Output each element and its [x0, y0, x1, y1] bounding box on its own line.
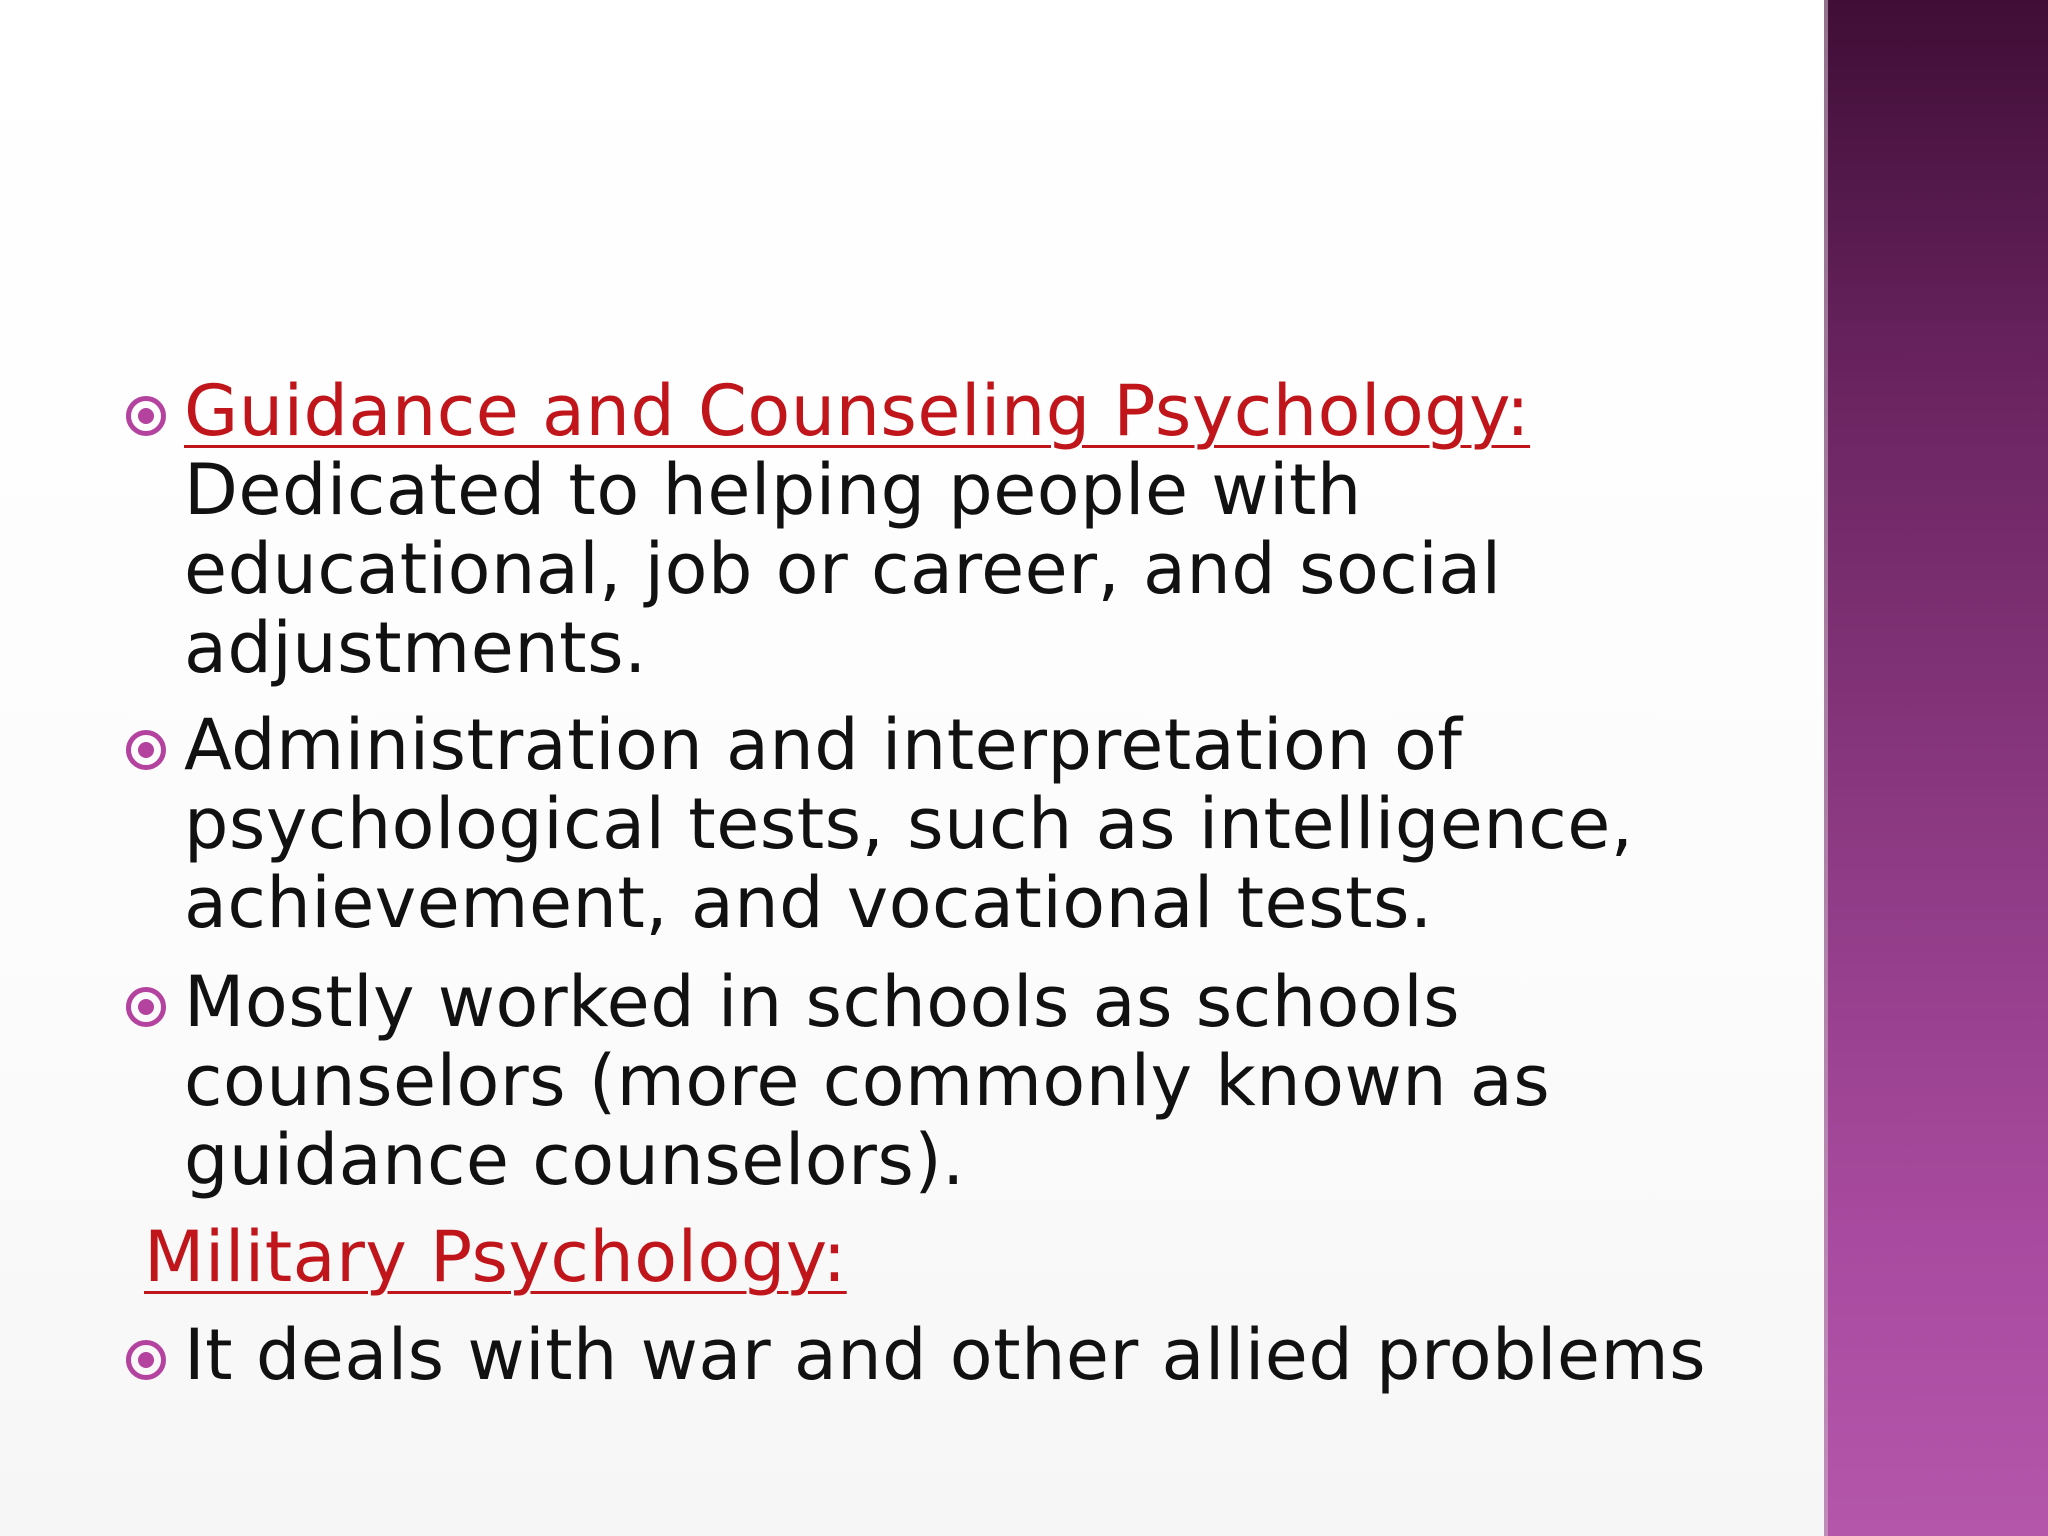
text-line: psychological tests, such as intelligence,	[184, 783, 1634, 865]
bullet-item-guidance	[184, 372, 1624, 688]
text-line: educational, job or career, and social	[184, 528, 1502, 610]
text-line: achievement, and vocational tests.	[184, 862, 1433, 944]
text-line: Dedicated to helping people with	[184, 449, 1362, 531]
bullet-icon	[126, 987, 166, 1027]
heading-guidance-counseling: Guidance and Counseling Psychology:	[184, 370, 1531, 452]
bullet-item-war	[184, 1314, 1707, 1396]
bullet-icon	[126, 1340, 166, 1380]
text-line: It deals with war and other allied problems	[184, 1314, 1707, 1396]
text-line: Mostly worked in schools as schools	[184, 961, 1461, 1043]
text-line: guidance counselors).	[184, 1119, 965, 1201]
bullet-icon	[126, 730, 166, 770]
text-line: Administration and interpretation of	[184, 704, 1463, 786]
text-line: adjustments.	[184, 607, 647, 689]
bullet-item-schools	[184, 963, 1624, 1200]
bullet-icon	[126, 396, 166, 436]
heading-military-psychology: Military Psychology:	[144, 1216, 847, 1298]
decorative-sidebar	[1828, 0, 2048, 1536]
bullet-item-administration	[184, 704, 1634, 944]
text-line: counselors (more commonly known as	[184, 1040, 1551, 1122]
